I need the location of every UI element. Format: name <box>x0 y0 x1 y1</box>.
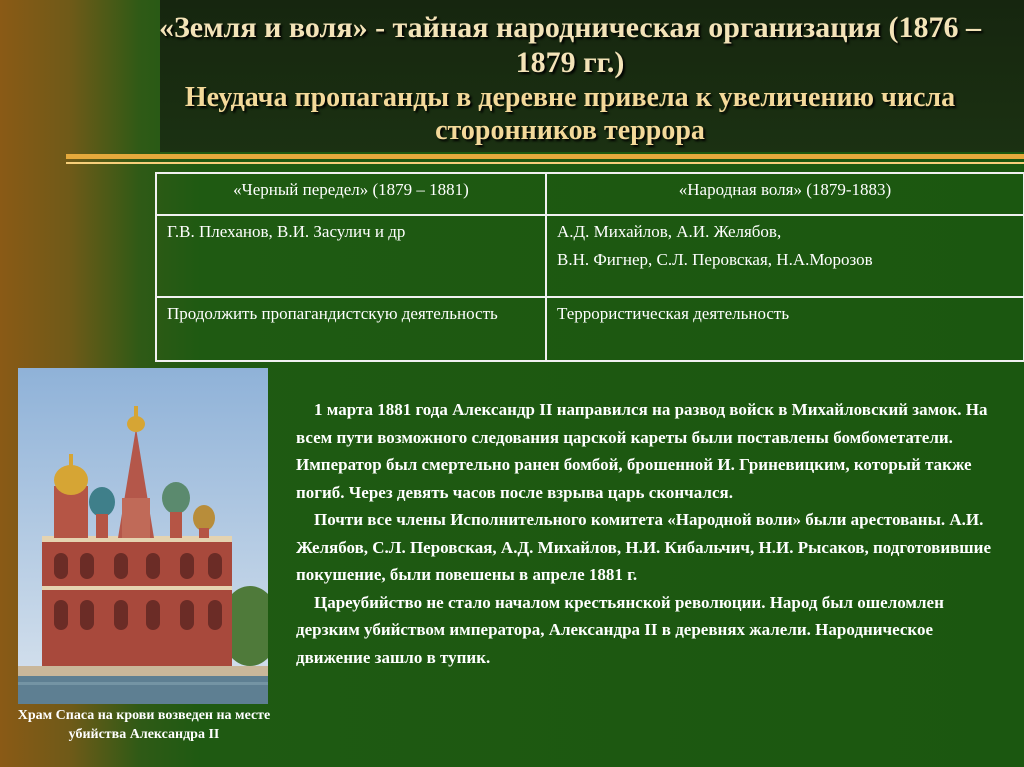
photo-caption: Храм Спаса на крови возведен на месте убийства Александра II <box>17 708 271 742</box>
cell-left-activity: Продолжить пропагандистскую деятельность <box>156 297 546 361</box>
embankment <box>18 666 268 676</box>
onion-dome <box>162 482 190 514</box>
right-leaders-line2: В.Н. Фигнер, С.Л. Перовская, Н.А.Морозов <box>557 250 873 269</box>
comparison-table <box>155 172 1024 362</box>
title-divider-thin <box>66 162 1024 164</box>
table-row-activity <box>156 297 1024 361</box>
church-body <box>42 536 232 668</box>
slide-title <box>130 10 1010 147</box>
church-photo <box>18 368 268 704</box>
title-main: «Земля и воля» - тайная народническая организация (1876 – 1879 гг.) <box>158 11 982 80</box>
canal-water <box>18 676 268 704</box>
table-row-leaders <box>156 215 1024 297</box>
paragraph-arrests: Почти все члены Исполнительного комитета «Народной воли» были арестованы. А.И. Желябов, С.Л. Перовская, А.Д. Михайлов, Н.И. Кибальчич, Н.И. Рысаков, подготовившие покушение, были повешены в апреле 1881 г. <box>296 510 991 584</box>
table-header-row <box>156 173 1024 215</box>
paragraph-assassination: 1 марта 1881 года Александр II направился на развод войск в Михайловский замок. На всем пути возможного следования царской кареты были поставлены бомбометатели. Император был смертельно ранен бомбой, брошенной И. Гриневицким, который также погиб. Через девять часов после взрыва царь скончался. <box>296 400 988 502</box>
church-illustration <box>18 368 268 704</box>
cell-left-leaders: Г.В. Плеханов, В.И. Засулич и др <box>156 215 546 297</box>
right-leaders-line1: А.Д. Михайлов, А.И. Желябов, <box>557 222 782 241</box>
main-text <box>296 396 996 671</box>
cell-right-leaders <box>546 215 1024 297</box>
cell-right-activity: Террористическая деятельность <box>546 297 1024 361</box>
header-black-repartition: «Черный передел» (1879 – 1881) <box>156 173 546 215</box>
onion-dome <box>193 505 215 531</box>
paragraph-aftermath: Цареубийство не стало началом крестьянской революции. Народ был ошеломлен дерзким убийством императора, Александра II в деревнях жалели. Народническое движение зашло в тупик. <box>296 592 944 667</box>
title-divider <box>66 154 1024 159</box>
header-peoples-will: «Народная воля» (1879-1883) <box>546 173 1024 215</box>
title-subtitle: Неудача пропаганды в деревне привела к увеличению числа сторонников террора <box>184 81 956 146</box>
onion-dome <box>89 487 115 517</box>
